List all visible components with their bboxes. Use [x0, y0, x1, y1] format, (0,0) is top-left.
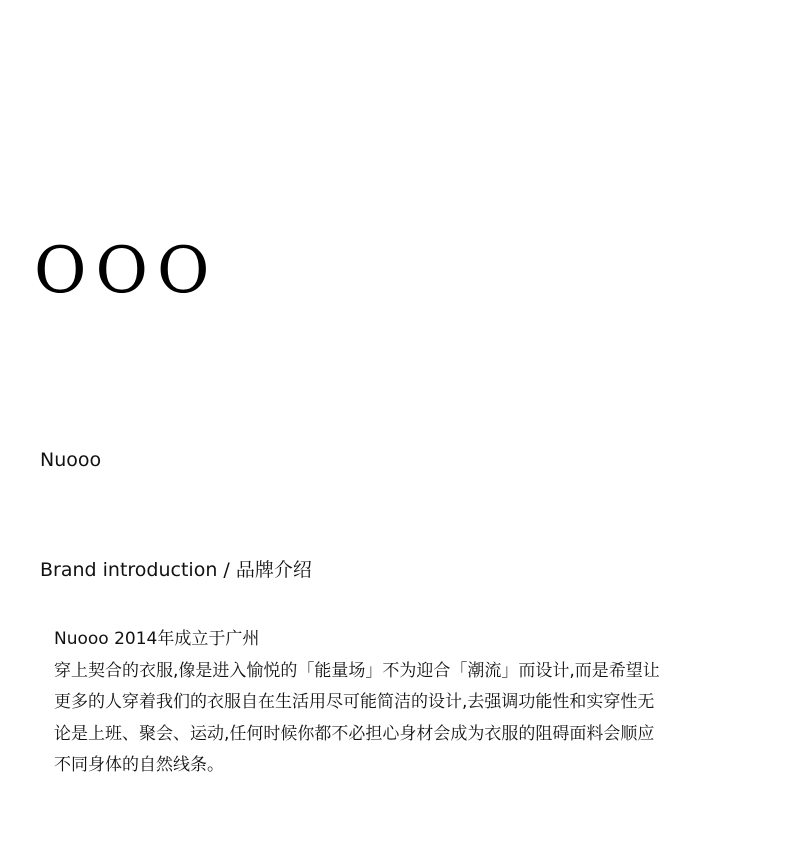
logo-wordmark: OOO: [34, 234, 219, 308]
intro-line: 穿上契合的衣服,像是进入愉悦的「能量场」不为迎合「潮流」而设计,而是希望让: [54, 660, 660, 681]
brand-introduction-text: [54, 624, 734, 782]
section-title: Brand introduction / 品牌介绍: [40, 559, 312, 581]
intro-line: 更多的人穿着我们的衣服自在生活用尽可能简洁的设计,去强调功能性和实穿性无: [54, 692, 655, 712]
intro-line: 不同身体的自然线条。: [54, 755, 224, 775]
intro-line: 论是上班、聚会、运动,任何时候你都不必担心身材会成为衣服的阻碍面料会顺应: [54, 723, 655, 744]
intro-line: Nuooo 2014年成立于广州: [54, 629, 260, 649]
brand-name: Nuooo: [40, 449, 102, 471]
